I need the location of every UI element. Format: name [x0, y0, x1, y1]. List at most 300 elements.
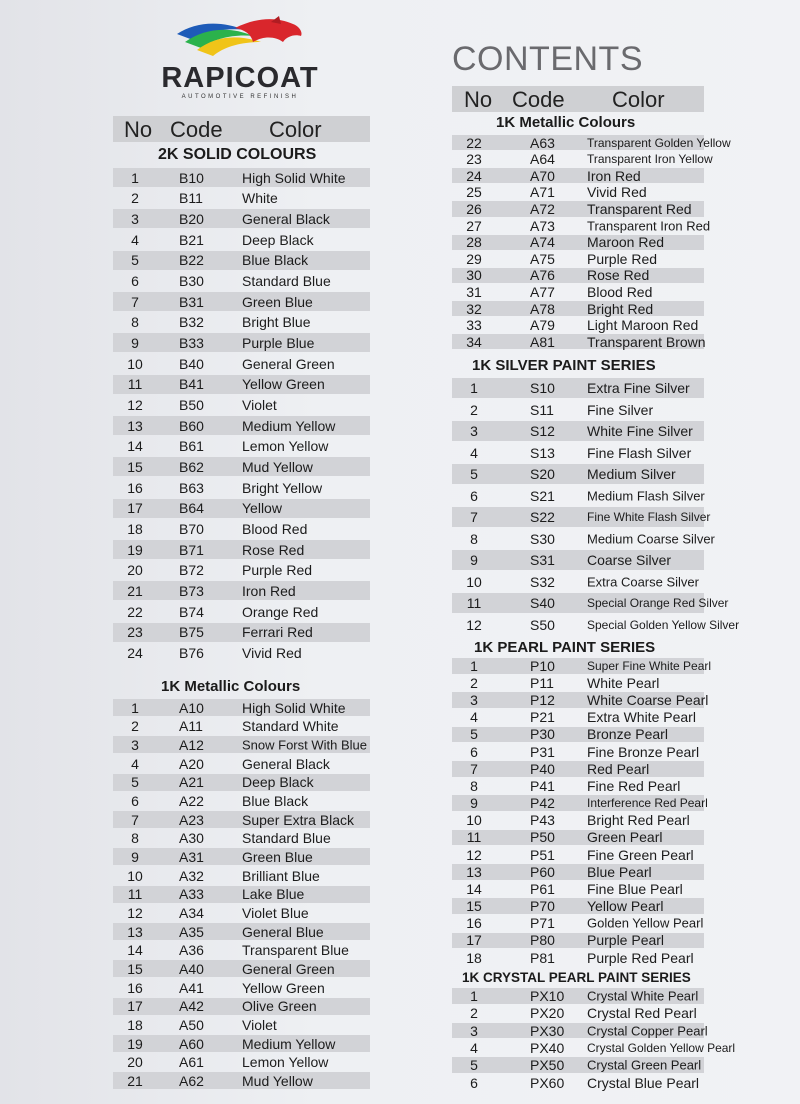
color-code: P42 — [530, 795, 555, 812]
row-number: 13 — [466, 863, 482, 880]
table-row — [452, 400, 704, 420]
color-name: White Coarse Pearl — [587, 692, 709, 709]
color-name: General Blue — [242, 923, 324, 940]
color-name: Medium Yellow — [242, 417, 336, 434]
color-code: A77 — [530, 284, 555, 301]
row-number: 12 — [127, 904, 143, 921]
row-number: 19 — [127, 1035, 143, 1052]
table-row — [452, 675, 704, 691]
row-number: 29 — [466, 250, 482, 267]
table-row — [452, 916, 704, 932]
table-row — [113, 755, 370, 772]
row-number: 6 — [470, 1074, 478, 1091]
color-name: Iron Red — [242, 582, 296, 599]
color-name: Yellow Pearl — [587, 898, 664, 915]
color-name: Green Blue — [242, 293, 313, 310]
table-row — [113, 333, 370, 352]
color-name: Bright Yellow — [242, 479, 323, 496]
table-row — [452, 301, 704, 316]
color-code: A70 — [530, 167, 555, 184]
table-row — [452, 334, 704, 349]
color-name: White Pearl — [587, 674, 660, 691]
table-row — [113, 699, 370, 716]
table-row — [113, 1035, 370, 1052]
color-code: B41 — [179, 376, 204, 393]
color-name: Medium Flash Silver — [587, 488, 705, 503]
color-name: Green Blue — [242, 848, 313, 865]
color-code: B60 — [179, 417, 204, 434]
row-number: 14 — [127, 438, 143, 455]
color-code: B22 — [179, 252, 204, 269]
table-row — [113, 581, 370, 600]
table-row — [113, 774, 370, 791]
color-name: Rose Red — [587, 267, 650, 284]
table-row — [452, 318, 704, 333]
table-row — [452, 881, 704, 897]
color-name: Fine White Flash Silver — [587, 510, 711, 524]
color-name: Blue Pearl — [587, 863, 652, 880]
row-number: 13 — [127, 923, 143, 940]
table-row — [113, 457, 370, 476]
color-name: Crystal Copper Pearl — [587, 1023, 708, 1039]
row-number: 7 — [131, 811, 139, 828]
color-code: A30 — [179, 830, 204, 847]
section-title: 1K PEARL PAINT SERIES — [474, 639, 656, 656]
section-title: 1K CRYSTAL PEARL PAINT SERIES — [462, 970, 691, 985]
color-code: A23 — [179, 811, 204, 828]
table-row — [113, 271, 370, 290]
color-code: PX10 — [530, 987, 565, 1004]
table-row — [113, 867, 370, 884]
color-code: P61 — [530, 880, 555, 897]
color-code: A22 — [179, 792, 204, 809]
color-name: Fine Red Pearl — [587, 777, 681, 794]
color-code: B70 — [179, 520, 204, 537]
color-name: Iron Red — [587, 167, 641, 184]
color-code: S30 — [530, 530, 555, 547]
table-row — [452, 950, 704, 966]
row-number: 22 — [466, 134, 482, 151]
color-name: Rose Red — [242, 541, 305, 558]
rapicoat-emblem-icon — [175, 14, 305, 62]
table-row — [113, 354, 370, 373]
table-row — [113, 375, 370, 394]
color-name: Brilliant Blue — [242, 867, 320, 884]
row-number: 21 — [127, 1072, 143, 1089]
table-row — [452, 744, 704, 760]
row-number: 20 — [127, 1054, 143, 1071]
row-number: 13 — [127, 417, 143, 434]
header-code: Code — [512, 87, 565, 112]
row-number: 9 — [470, 795, 478, 812]
row-number: 18 — [127, 1016, 143, 1033]
color-code: A10 — [179, 699, 204, 716]
row-number: 1 — [470, 657, 478, 674]
table-row — [113, 736, 370, 753]
header-code: Code — [170, 117, 223, 142]
row-number: 17 — [127, 500, 143, 517]
table-row — [452, 615, 740, 635]
color-name: Bright Blue — [242, 314, 311, 331]
color-code: A73 — [530, 217, 555, 234]
color-name: Deep Black — [242, 774, 314, 791]
row-number: 16 — [127, 479, 143, 496]
color-code: B40 — [179, 355, 204, 372]
table-row — [113, 251, 370, 270]
table-row — [452, 201, 704, 216]
color-code: S40 — [530, 595, 555, 611]
color-code: A11 — [179, 718, 203, 735]
color-name: Standard Blue — [242, 830, 331, 847]
section-title: 2K SOLID COLOURS — [158, 146, 317, 163]
table-row — [452, 464, 704, 484]
color-name: Yellow Green — [242, 979, 325, 996]
table-row — [452, 529, 715, 549]
table-row — [452, 550, 704, 570]
section-title: 1K Metallic Colours — [161, 678, 301, 695]
color-code: A35 — [179, 923, 204, 940]
color-name: Lake Blue — [242, 886, 305, 903]
color-name: White Fine Silver — [587, 423, 693, 439]
color-name: General Green — [242, 355, 335, 372]
color-code: P51 — [530, 846, 555, 863]
color-name: Fine Flash Silver — [587, 444, 692, 461]
table-row — [113, 830, 370, 847]
table-row — [113, 1054, 370, 1071]
color-name: White — [242, 190, 278, 207]
table-row — [452, 988, 704, 1004]
color-name: Vivid Red — [587, 184, 647, 201]
table-row — [452, 572, 704, 592]
color-code: P50 — [530, 829, 555, 846]
table-row — [452, 285, 704, 300]
color-code: B20 — [179, 210, 204, 227]
color-name: Special Orange Red Silver — [587, 596, 729, 610]
color-code: A32 — [179, 867, 204, 884]
row-number: 1 — [470, 987, 478, 1004]
table-row — [452, 593, 729, 613]
table-row — [452, 657, 712, 674]
color-code: S12 — [530, 423, 555, 439]
color-name: Interference Red Pearl — [587, 796, 708, 811]
color-name: General Green — [242, 960, 335, 977]
color-code: A62 — [179, 1072, 204, 1089]
table-row — [113, 942, 370, 959]
table-row — [452, 727, 704, 743]
color-code: B63 — [179, 479, 204, 496]
color-code: B76 — [179, 644, 204, 661]
color-name: Purple Pearl — [587, 932, 665, 949]
color-code: B30 — [179, 272, 204, 289]
color-code: B33 — [179, 334, 204, 351]
color-code: B64 — [179, 500, 204, 517]
row-number: 14 — [127, 942, 143, 959]
table-row — [452, 864, 704, 880]
row-number: 24 — [466, 167, 482, 184]
table-row — [113, 623, 370, 642]
color-code: B32 — [179, 314, 204, 331]
row-number: 4 — [131, 755, 139, 772]
table-row — [452, 251, 704, 266]
color-code: A36 — [179, 942, 204, 959]
table-row — [452, 134, 731, 151]
row-number: 3 — [470, 423, 478, 439]
color-name: Purple Red — [242, 562, 313, 579]
table-row — [452, 847, 704, 863]
color-code: B61 — [179, 438, 204, 455]
color-name: Purple Red — [587, 250, 658, 267]
row-number: 10 — [127, 355, 143, 372]
row-number: 28 — [466, 234, 482, 251]
color-name: Transparent Iron Red — [587, 218, 711, 234]
color-code: B21 — [179, 231, 204, 248]
row-number: 7 — [470, 509, 478, 525]
color-code: S50 — [530, 616, 555, 633]
row-number: 15 — [466, 898, 482, 915]
color-name: Standard Blue — [242, 272, 331, 289]
color-code: A81 — [530, 333, 555, 350]
color-code: A33 — [179, 886, 204, 903]
row-number: 1 — [470, 380, 478, 396]
row-number: 3 — [470, 692, 478, 709]
row-number: 27 — [466, 217, 482, 234]
row-number: 17 — [127, 998, 143, 1015]
row-number: 7 — [131, 293, 139, 310]
row-number: 12 — [466, 846, 482, 863]
row-number: 33 — [466, 317, 482, 334]
color-name: Fine Bronze Pearl — [587, 743, 700, 760]
table-row — [452, 761, 704, 777]
color-code: P70 — [530, 898, 555, 915]
table-row — [113, 643, 370, 662]
table-row — [113, 561, 370, 580]
row-number: 32 — [466, 300, 482, 317]
color-name: Medium Coarse Silver — [587, 531, 715, 546]
table-row — [113, 168, 370, 187]
color-name: Crystal Green Pearl — [587, 1057, 702, 1073]
table-row — [113, 718, 370, 735]
color-code: B62 — [179, 458, 204, 475]
color-name: Blood Red — [242, 520, 308, 537]
color-code: A72 — [530, 201, 555, 217]
row-number: 30 — [466, 267, 482, 284]
color-code: P43 — [530, 812, 555, 829]
table-row — [452, 268, 704, 283]
row-number: 5 — [131, 252, 139, 269]
row-number: 15 — [127, 458, 143, 475]
row-number: 1 — [131, 169, 139, 186]
row-number: 18 — [466, 949, 482, 966]
color-code: A71 — [530, 184, 555, 201]
color-name: Bronze Pearl — [587, 726, 668, 743]
table-row — [113, 499, 370, 518]
row-number: 19 — [127, 541, 143, 558]
row-number: 3 — [470, 1022, 478, 1039]
color-code: S21 — [530, 487, 555, 504]
header-color: Color — [269, 117, 322, 142]
row-number: 31 — [466, 284, 482, 301]
color-name: Snow Forst With Blue — [242, 737, 367, 753]
color-code: B11 — [179, 190, 203, 207]
color-name: Super Fine White Pearl — [587, 658, 712, 673]
color-code: S20 — [530, 466, 555, 482]
table-row — [113, 395, 370, 414]
row-number: 2 — [470, 1005, 478, 1022]
color-name: Lemon Yellow — [242, 1054, 329, 1071]
table-row — [113, 416, 370, 435]
row-number: 6 — [131, 792, 139, 809]
color-name: Special Golden Yellow Silver — [587, 617, 740, 632]
table-row — [113, 189, 370, 208]
row-number: 2 — [470, 401, 478, 418]
color-code: B71 — [179, 541, 204, 558]
color-name: Red Pearl — [587, 760, 650, 777]
color-name: Olive Green — [242, 998, 317, 1015]
color-name: Orange Red — [242, 603, 319, 620]
table-row — [113, 923, 370, 940]
color-code: B75 — [179, 624, 204, 641]
row-number: 18 — [127, 520, 143, 537]
color-name: Extra White Pearl — [587, 709, 696, 726]
table-row — [113, 313, 370, 332]
brand-name: RAPICOAT — [161, 62, 319, 94]
row-number: 8 — [131, 830, 139, 847]
color-code: S31 — [530, 552, 555, 568]
section-title: 1K Metallic Colours — [496, 114, 636, 131]
row-number: 25 — [466, 184, 482, 201]
row-number: 24 — [127, 644, 143, 661]
color-code: PX40 — [530, 1039, 565, 1056]
color-code: A41 — [179, 979, 204, 996]
color-code: A61 — [179, 1054, 204, 1071]
color-name: Maroon Red — [587, 234, 665, 251]
table-row — [113, 998, 370, 1015]
row-number: 8 — [131, 314, 139, 331]
color-code: P41 — [530, 777, 555, 794]
row-number: 2 — [131, 718, 139, 735]
row-number: 17 — [466, 932, 482, 949]
color-name: Lemon Yellow — [242, 438, 329, 455]
color-code: P10 — [530, 657, 555, 674]
row-number: 5 — [470, 726, 478, 743]
color-name: Crystal White Pearl — [587, 988, 699, 1004]
color-name: Yellow Green — [242, 376, 325, 393]
color-code: PX60 — [530, 1074, 565, 1091]
table-row — [113, 904, 370, 921]
color-name: Standard White — [242, 718, 339, 735]
color-code: A21 — [179, 774, 204, 791]
color-name: High Solid White — [242, 699, 346, 716]
row-number: 1 — [131, 699, 139, 716]
row-number: 15 — [127, 960, 143, 977]
color-name: Violet — [242, 396, 277, 413]
row-number: 11 — [466, 829, 482, 846]
table-row — [113, 792, 370, 809]
table-row — [113, 292, 370, 311]
table-row — [452, 1022, 708, 1039]
color-name: Coarse Silver — [587, 552, 672, 568]
row-number: 10 — [127, 867, 143, 884]
row-number: 4 — [470, 709, 478, 726]
row-number: 11 — [127, 886, 143, 903]
table-row — [452, 151, 713, 168]
color-name: Crystal Blue Pearl — [587, 1074, 700, 1091]
table-row — [113, 230, 370, 249]
color-code: A42 — [179, 998, 204, 1015]
color-code: PX30 — [530, 1022, 565, 1039]
table-row — [452, 443, 704, 463]
color-code: S10 — [530, 380, 555, 396]
row-number: 12 — [466, 616, 482, 633]
color-code: P80 — [530, 932, 555, 949]
table-row — [113, 960, 370, 977]
color-code: PX20 — [530, 1005, 565, 1022]
table-row — [452, 933, 704, 949]
color-code: PX50 — [530, 1057, 565, 1074]
color-code: P40 — [530, 760, 555, 777]
color-code: S13 — [530, 444, 555, 461]
color-name: Transparent Golden Yellow — [587, 135, 731, 150]
table-row — [113, 540, 370, 559]
table-row — [452, 1057, 704, 1073]
row-number: 14 — [466, 880, 482, 897]
color-name: Purple Red Pearl — [587, 949, 694, 966]
color-name: General Black — [242, 210, 330, 227]
color-code: A79 — [530, 317, 555, 334]
color-name: Mud Yellow — [242, 1072, 313, 1089]
color-code: S11 — [530, 401, 554, 418]
table-row — [452, 421, 704, 441]
table-row — [113, 1016, 370, 1033]
color-name: General Black — [242, 755, 330, 772]
row-number: 9 — [131, 334, 139, 351]
table-row — [113, 437, 370, 456]
color-code: A76 — [530, 267, 555, 284]
color-code: P31 — [530, 743, 555, 760]
row-number: 3 — [131, 210, 139, 227]
color-name: Fine Green Pearl — [587, 846, 694, 863]
color-name: Fine Blue Pearl — [587, 880, 683, 897]
row-number: 4 — [131, 231, 139, 248]
table-row — [452, 795, 708, 812]
row-number: 3 — [131, 736, 139, 753]
color-code: P11 — [530, 674, 554, 691]
table-row — [452, 235, 704, 250]
table-row — [452, 486, 704, 506]
color-code: A75 — [530, 250, 555, 267]
table-row — [452, 1005, 704, 1021]
color-name: Medium Yellow — [242, 1035, 336, 1052]
section-title: 1K SILVER PAINT SERIES — [472, 357, 656, 374]
table-row — [452, 217, 711, 234]
table-row — [452, 898, 704, 914]
color-name: Bright Red — [587, 300, 654, 317]
color-code: S22 — [530, 509, 555, 525]
row-number: 9 — [470, 552, 478, 568]
color-code: A63 — [530, 134, 555, 151]
table-row — [113, 209, 370, 228]
header-no: No — [464, 87, 493, 112]
color-code: P71 — [530, 915, 555, 932]
row-number: 11 — [466, 595, 482, 611]
row-number: 20 — [127, 562, 143, 579]
table-row — [113, 811, 370, 828]
row-number: 4 — [470, 1039, 478, 1056]
header-color: Color — [612, 87, 665, 112]
left-column-header — [113, 116, 370, 142]
table-row — [452, 830, 704, 846]
row-number: 16 — [127, 979, 143, 996]
